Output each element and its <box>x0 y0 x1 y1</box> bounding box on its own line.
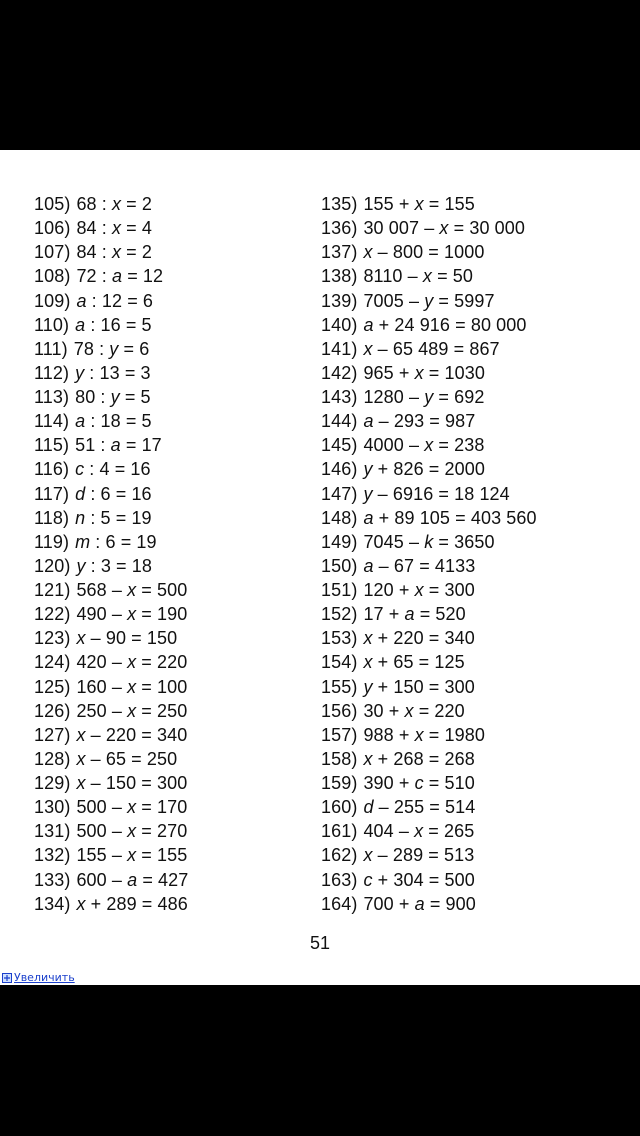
equation-number: 126) <box>34 700 71 721</box>
equation-text: 404 – x = 265 <box>363 821 475 842</box>
equation-text: y + 826 = 2000 <box>363 459 485 480</box>
equation-number: 118) <box>34 507 70 528</box>
equation-number: 119) <box>34 531 70 552</box>
equation-number: 133) <box>34 869 71 890</box>
equation-row <box>321 530 537 554</box>
equation-text: x – 289 = 513 <box>363 845 475 866</box>
equation-row <box>34 457 188 481</box>
equation-text: x – 800 = 1000 <box>363 242 485 263</box>
equation-number: 135) <box>321 194 358 214</box>
equation-row <box>321 506 537 530</box>
equation-text: 72 : a = 12 <box>76 266 164 287</box>
equation-row <box>321 554 537 578</box>
equation-row <box>34 650 188 674</box>
equation-number: 152) <box>321 604 358 625</box>
equation-number: 142) <box>321 362 358 383</box>
equation-text: n : 5 = 19 <box>75 507 152 528</box>
equation-number: 145) <box>321 435 358 456</box>
equation-text: d – 255 = 514 <box>363 797 476 818</box>
equation-row <box>321 192 537 216</box>
equation-number: 158) <box>321 748 358 769</box>
equation-number: 111) <box>34 338 68 359</box>
zoom-link-label[interactable]: Увеличить <box>14 971 75 984</box>
equation-number: 147) <box>321 483 358 504</box>
equation-number: 108) <box>34 266 71 287</box>
equation-text: x – 150 = 300 <box>76 773 188 793</box>
equation-row <box>34 192 188 216</box>
equation-text: c + 304 = 500 <box>363 869 475 890</box>
equation-number: 154) <box>321 652 358 673</box>
equation-number: 131) <box>34 821 71 842</box>
equation-text: 250 – x = 250 <box>76 700 188 721</box>
equation-number: 114) <box>34 411 70 432</box>
equation-text: 1280 – y = 692 <box>363 387 485 407</box>
equation-text: 390 + c = 510 <box>363 773 475 793</box>
equation-row <box>321 216 537 240</box>
equation-row <box>321 337 537 361</box>
equation-number: 164) <box>321 893 358 914</box>
equation-row <box>34 868 188 892</box>
equation-number: 138) <box>321 266 358 287</box>
equation-row <box>34 482 188 506</box>
equation-row <box>34 313 188 337</box>
equation-text: 490 – x = 190 <box>76 604 188 625</box>
equation-text: 965 + x = 1030 <box>363 362 485 383</box>
equation-text: y – 6916 = 18 124 <box>363 483 510 504</box>
equation-row <box>321 264 537 288</box>
equation-row <box>321 578 537 602</box>
equation-number: 123) <box>34 628 71 649</box>
equation-text: x – 65 489 = 867 <box>363 338 500 359</box>
equation-row <box>34 289 188 313</box>
equation-number: 130) <box>34 797 71 818</box>
equation-number: 148) <box>321 507 358 528</box>
equation-text: 84 : x = 2 <box>76 242 153 263</box>
equation-row <box>34 264 188 288</box>
equation-number: 137) <box>321 242 358 263</box>
equation-number: 141) <box>321 338 358 359</box>
equation-row <box>34 626 188 650</box>
equation-number: 129) <box>34 773 71 793</box>
equation-row <box>34 699 188 723</box>
equation-number: 150) <box>321 555 358 576</box>
bottom-black-bar <box>0 985 640 1136</box>
equation-row <box>34 771 188 795</box>
equation-text: 7005 – y = 5997 <box>363 290 495 311</box>
equation-text: x + 268 = 268 <box>363 748 475 769</box>
equation-text: 155 + x = 155 <box>363 194 475 214</box>
equation-text: 420 – x = 220 <box>76 652 188 673</box>
equation-text: a + 24 916 = 80 000 <box>363 314 527 335</box>
equation-text: 568 – x = 500 <box>76 580 188 600</box>
equation-row <box>321 843 537 867</box>
equation-row <box>34 240 188 264</box>
equation-number: 156) <box>321 700 358 721</box>
equation-row <box>34 337 188 361</box>
equation-number: 120) <box>34 555 71 576</box>
equation-row <box>321 289 537 313</box>
equation-row <box>34 747 188 771</box>
equation-row <box>321 361 537 385</box>
equation-text: m : 6 = 19 <box>75 531 157 552</box>
equation-text: 84 : x = 4 <box>76 218 153 239</box>
equation-number: 157) <box>321 724 358 745</box>
equation-row <box>34 675 188 699</box>
equation-number: 140) <box>321 314 358 335</box>
equation-number: 125) <box>34 676 71 697</box>
equation-number: 159) <box>321 773 358 793</box>
equation-number: 146) <box>321 459 358 480</box>
equation-row <box>321 457 537 481</box>
equation-number: 132) <box>34 845 71 866</box>
equation-row <box>321 240 537 264</box>
equation-row <box>321 313 537 337</box>
equation-text: x + 289 = 486 <box>76 893 188 914</box>
equation-row <box>321 626 537 650</box>
equation-text: a : 12 = 6 <box>76 290 154 311</box>
equation-row <box>321 433 537 457</box>
equation-number: 107) <box>34 242 71 263</box>
equation-text: a : 18 = 5 <box>75 411 152 432</box>
equation-number: 109) <box>34 290 71 311</box>
equation-text: x + 65 = 125 <box>363 652 465 673</box>
equation-number: 113) <box>34 387 70 407</box>
equation-number: 121) <box>34 580 71 600</box>
equation-row <box>34 409 188 433</box>
equation-row <box>34 530 188 554</box>
equation-text: 700 + a = 900 <box>363 893 476 914</box>
equation-number: 160) <box>321 797 358 818</box>
equation-number: 116) <box>34 459 70 480</box>
equation-text: x + 220 = 340 <box>363 628 475 649</box>
equation-row <box>321 699 537 723</box>
equation-number: 117) <box>34 483 70 504</box>
equation-row <box>321 409 537 433</box>
equation-number: 151) <box>321 580 358 600</box>
equation-row <box>321 819 537 843</box>
equation-row <box>321 771 537 795</box>
equation-text: a – 293 = 987 <box>363 411 476 432</box>
equation-number: 161) <box>321 821 358 842</box>
equation-row <box>321 385 537 409</box>
equation-text: 7045 – k = 3650 <box>363 531 495 552</box>
equation-row <box>34 843 188 867</box>
equation-text: a – 67 = 4133 <box>363 555 476 576</box>
equation-text: 51 : a = 17 <box>75 435 162 456</box>
equation-number: 106) <box>34 218 71 239</box>
equation-row <box>34 216 188 240</box>
equation-text: x – 65 = 250 <box>76 748 178 769</box>
equation-row <box>321 675 537 699</box>
equation-row <box>34 819 188 843</box>
left-equation-column <box>34 192 188 916</box>
equation-row <box>34 506 188 530</box>
equation-text: 988 + x = 1980 <box>363 724 485 745</box>
equation-text: 68 : x = 2 <box>76 194 153 214</box>
equation-row <box>34 795 188 819</box>
equation-text: a + 89 105 = 403 560 <box>363 507 537 528</box>
equation-text: y : 3 = 18 <box>76 555 152 576</box>
equation-text: 17 + a = 520 <box>363 604 466 625</box>
equation-row <box>321 723 537 747</box>
equation-number: 112) <box>34 362 70 383</box>
equation-text: d : 6 = 16 <box>75 483 152 504</box>
page-number: 51 <box>309 933 331 953</box>
equation-row <box>321 795 537 819</box>
equation-text: 160 – x = 100 <box>76 676 188 697</box>
equation-row <box>34 892 188 916</box>
zoom-link[interactable] <box>2 971 75 984</box>
equation-text: 30 007 – x = 30 000 <box>363 218 525 239</box>
equation-row <box>321 868 537 892</box>
equation-number: 122) <box>34 604 71 625</box>
equation-text: 500 – x = 270 <box>76 821 188 842</box>
equation-number: 155) <box>321 676 358 697</box>
equation-text: 120 + x = 300 <box>363 580 475 600</box>
equation-number: 128) <box>34 748 71 769</box>
equation-number: 134) <box>34 893 71 914</box>
equation-number: 162) <box>321 845 358 866</box>
equation-number: 149) <box>321 531 358 552</box>
equation-text: 8110 – x = 50 <box>363 266 474 287</box>
equation-number: 124) <box>34 652 71 673</box>
equation-text: y + 150 = 300 <box>363 676 475 697</box>
equation-number: 105) <box>34 194 71 214</box>
equation-text: x – 90 = 150 <box>76 628 178 649</box>
equation-number: 144) <box>321 411 358 432</box>
equation-number: 163) <box>321 869 358 890</box>
equation-text: c : 4 = 16 <box>75 459 151 480</box>
right-equation-column <box>321 192 537 916</box>
equation-row <box>321 482 537 506</box>
equation-text: y : 13 = 3 <box>75 362 151 383</box>
equation-text: 155 – x = 155 <box>76 845 188 866</box>
equation-row <box>34 433 188 457</box>
equation-row <box>321 892 537 916</box>
equation-text: 78 : y = 6 <box>73 338 150 359</box>
equation-number: 115) <box>34 435 70 456</box>
equation-text: a : 16 = 5 <box>75 314 152 335</box>
top-black-bar <box>0 0 640 150</box>
equation-row <box>34 361 188 385</box>
textbook-page <box>0 150 640 985</box>
equation-row <box>34 723 188 747</box>
equation-text: x – 220 = 340 <box>76 724 188 745</box>
equation-number: 153) <box>321 628 358 649</box>
equation-row <box>34 554 188 578</box>
equation-number: 143) <box>321 387 358 407</box>
equation-row <box>321 602 537 626</box>
equation-text: 30 + x = 220 <box>363 700 465 721</box>
equation-text: 80 : y = 5 <box>75 387 151 407</box>
equation-text: 600 – a = 427 <box>76 869 189 890</box>
equation-row <box>321 650 537 674</box>
equation-text: 500 – x = 170 <box>76 797 188 818</box>
equation-number: 139) <box>321 290 358 311</box>
equation-number: 127) <box>34 724 71 745</box>
equation-text: 4000 – x = 238 <box>363 435 485 456</box>
equation-row <box>34 602 188 626</box>
zoom-icon <box>2 973 12 983</box>
equation-row <box>321 747 537 771</box>
equation-number: 110) <box>34 314 70 335</box>
equation-row <box>34 578 188 602</box>
equation-number: 136) <box>321 218 358 239</box>
equation-row <box>34 385 188 409</box>
